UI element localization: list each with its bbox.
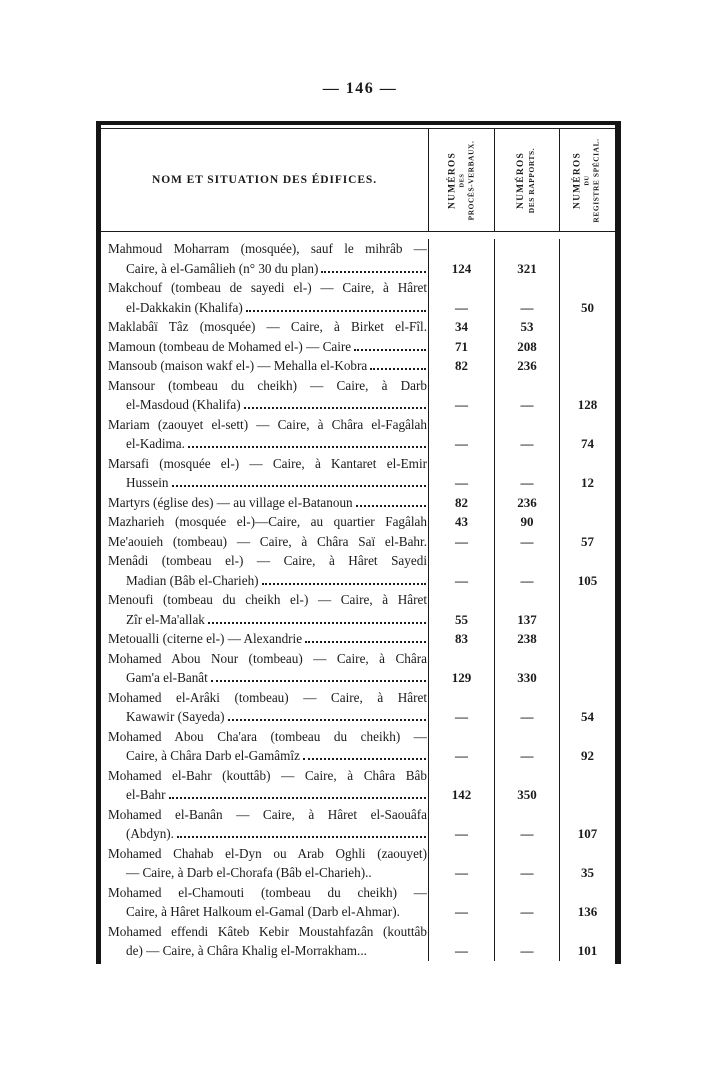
registre-special-number: 105 [559, 551, 615, 590]
proces-verbaux-number: 34 [428, 317, 494, 337]
registre-special-number: 92 [559, 727, 615, 766]
name-line-text: el-Masdoud (Khalifa) [126, 397, 241, 412]
proces-verbaux-number: — [428, 532, 494, 552]
proces-verbaux-number: — [428, 376, 494, 415]
edifice-name [101, 629, 428, 649]
name-line [108, 473, 427, 493]
rapports-number: — [494, 454, 559, 493]
proces-verbaux-number: 82 [428, 493, 494, 513]
rapports-number: 321 [494, 239, 559, 278]
name-line-text: el-Bahr [126, 787, 166, 802]
name-line-text: el-Kadima. [126, 436, 185, 451]
name-line [108, 610, 427, 630]
name-line-text: Mansoub (maison wakf el-) — Mehalla el-Kobra [108, 358, 368, 373]
registre-special-number: 50 [559, 278, 615, 317]
registre-special-number [559, 337, 615, 357]
rapports-number: 330 [494, 649, 559, 688]
rapports-number: — [494, 805, 559, 844]
name-line: — Caire, à Darb el-Chorafa (Bâb el-Charieh).. [126, 865, 372, 880]
table-body [101, 232, 615, 961]
registre-special-number: 128 [559, 376, 615, 415]
name-line-text: Gam'a el-Banât [126, 670, 208, 685]
rotated-header-text: NUMÉROS DU REGISTRE SPÉCIAL. [573, 137, 602, 223]
rapports-number: 208 [494, 337, 559, 357]
name-line-text: Caire, à el-Gamâlieh (n° 30 du plan) [126, 260, 319, 276]
proces-verbaux-number: — [428, 415, 494, 454]
edifice-name [101, 590, 428, 629]
proces-verbaux-number: 82 [428, 356, 494, 376]
table-row [101, 649, 615, 688]
edifice-name [101, 415, 428, 454]
registre-special-number [559, 649, 615, 688]
proces-verbaux-number: 83 [428, 629, 494, 649]
name-line: Me'aouieh (tombeau) — Caire, à Châra Saï el-Bahr. [108, 533, 427, 549]
dot-leader [172, 485, 427, 487]
dot-leader [246, 310, 426, 312]
name-line [108, 746, 427, 766]
name-line: de) — Caire, à Châra Khalig el-Morrakham... [126, 943, 367, 958]
edifice-name [101, 239, 428, 278]
name-line-text: el-Dakkakin (Khalifa) [126, 299, 243, 315]
page-number: — 146 — [322, 80, 398, 97]
registre-special-number [559, 629, 615, 649]
edifice-name [101, 883, 428, 922]
name-line-text: Kawawir (Sayeda) [126, 709, 225, 724]
edifice-name [101, 376, 428, 415]
proces-verbaux-number: — [428, 727, 494, 766]
column-header-name: NOM ET SITUATION DES ÉDIFICES. [101, 129, 428, 232]
rapports-number: 137 [494, 590, 559, 629]
rapports-number: 350 [494, 766, 559, 805]
name-line-text: Zîr el-Ma'allak [126, 611, 205, 627]
edifice-name [101, 727, 428, 766]
registre-special-number [559, 317, 615, 337]
name-line-text: Madian (Bâb el-Charieh) [126, 572, 259, 588]
rapports-number: 236 [494, 493, 559, 513]
name-line [108, 395, 427, 415]
registre-special-number [559, 356, 615, 376]
proces-verbaux-number: 142 [428, 766, 494, 805]
column-header-registre-special [559, 129, 615, 232]
name-line: Mazharieh (mosquée el-)—Caire, au quartier Fagâlah [108, 514, 427, 529]
edifice-name [101, 551, 428, 590]
table-row [101, 356, 615, 376]
edifices-table [96, 121, 621, 964]
proces-verbaux-number: — [428, 883, 494, 922]
name-line [108, 493, 427, 513]
dot-leader [305, 641, 426, 643]
edifice-name [101, 805, 428, 844]
rapports-number: — [494, 883, 559, 922]
table-row [101, 590, 615, 629]
dot-leader [356, 505, 426, 507]
dot-leader [303, 758, 426, 760]
name-line: Mahmoud Moharram (mosquée), sauf le mihrâb — [108, 241, 427, 256]
edifice-name [101, 844, 428, 883]
rapports-number: — [494, 688, 559, 727]
rapports-number: — [494, 532, 559, 552]
name-line [108, 824, 427, 844]
registre-special-number [559, 590, 615, 629]
edifice-name [101, 922, 428, 961]
table-row [101, 688, 615, 727]
registre-special-number [559, 493, 615, 513]
name-line: Mansour (tombeau du cheikh) — Caire, à Darb [108, 377, 427, 393]
name-line [108, 298, 427, 318]
name-line: Mariam (zaouyet el-sett) — Caire, à Châra el-Fagâlah [108, 416, 427, 432]
table-row [101, 922, 615, 961]
rapports-number: 238 [494, 629, 559, 649]
registre-special-number: 35 [559, 844, 615, 883]
registre-special-number [559, 766, 615, 805]
edifice-name [101, 532, 428, 552]
rapports-number: 90 [494, 512, 559, 532]
registre-special-number: 101 [559, 922, 615, 961]
dot-leader [244, 407, 426, 409]
rapports-number: — [494, 376, 559, 415]
rapports-number: 236 [494, 356, 559, 376]
proces-verbaux-number: 129 [428, 649, 494, 688]
name-line: Mohamed el-Arâki (tombeau) — Caire, à Hâret [108, 689, 427, 705]
name-line-text: Mamoun (tombeau de Mohamed el-) — Caire [108, 338, 352, 354]
table-row [101, 629, 615, 649]
name-line [108, 785, 427, 805]
table-row [101, 415, 615, 454]
edifice-name [101, 688, 428, 727]
edifice-name [101, 454, 428, 493]
name-line: Mohamed Abou Nour (tombeau) — Caire, à Châra [108, 650, 427, 666]
proces-verbaux-number: 43 [428, 512, 494, 532]
name-line-text: Hussein [126, 475, 169, 490]
name-line: Mohamed Abou Cha'ara (tombeau du cheikh) — [108, 728, 427, 744]
name-line: Maklabâï Tâz (mosquée) — Caire, à Birket el-Fîl. [108, 319, 427, 334]
proces-verbaux-number: — [428, 844, 494, 883]
column-header-proces-verbaux [428, 129, 494, 232]
table-row [101, 844, 615, 883]
proces-verbaux-number: — [428, 278, 494, 317]
dot-leader [169, 797, 426, 799]
dot-leader [321, 271, 426, 273]
name-line [108, 571, 427, 591]
registre-special-number: 107 [559, 805, 615, 844]
table-row [101, 454, 615, 493]
rapports-number: — [494, 415, 559, 454]
name-line: Caire, à Hâret Halkoum el-Gamal (Darb el-Ahmar). [126, 904, 400, 919]
table-row [101, 337, 615, 357]
edifice-name [101, 337, 428, 357]
name-line: Mohamed el-Banân — Caire, à Hâret el-Saouâfa [108, 806, 427, 822]
table-header-row [101, 129, 615, 232]
proces-verbaux-number: — [428, 688, 494, 727]
name-line-text: Metoualli (citerne el-) — Alexandrie [108, 631, 303, 646]
dot-leader [188, 446, 426, 448]
name-line [108, 629, 427, 649]
dot-leader [354, 349, 426, 351]
name-line [108, 434, 427, 454]
edifice-name [101, 512, 428, 532]
edifice-name [101, 493, 428, 513]
rapports-number: — [494, 278, 559, 317]
name-line: Mohamed Chahab el-Dyn ou Arab Oghli (zaouyet) [108, 845, 427, 861]
registre-special-number [559, 239, 615, 278]
name-line: Mohamed el-Chamouti (tombeau du cheikh) — [108, 884, 427, 900]
table-row [101, 493, 615, 513]
proces-verbaux-number: — [428, 922, 494, 961]
proces-verbaux-number: — [428, 551, 494, 590]
table-row [101, 278, 615, 317]
dot-leader [208, 622, 426, 624]
table-row [101, 883, 615, 922]
rotated-header-text: NUMÉROS DES PROCÈS-VERBAUX. [447, 140, 475, 220]
table-row [101, 766, 615, 805]
registre-special-number: 54 [559, 688, 615, 727]
name-line: Marsafi (mosquée el-) — Caire, à Kantaret el-Emir [108, 455, 427, 471]
proces-verbaux-number: 71 [428, 337, 494, 357]
name-line-text: Martyrs (église des) — au village el-Batanoun [108, 494, 353, 510]
table-row [101, 532, 615, 552]
dot-leader [370, 368, 426, 370]
name-line: Mohamed el-Bahr (kouttâb) — Caire, à Châra Bâb [108, 767, 427, 783]
proces-verbaux-number: 124 [428, 239, 494, 278]
rapports-number: — [494, 922, 559, 961]
rapports-number: 53 [494, 317, 559, 337]
registre-special-number: 57 [559, 532, 615, 552]
table-row [101, 727, 615, 766]
table-row [101, 551, 615, 590]
proces-verbaux-number: — [428, 454, 494, 493]
name-line [108, 707, 427, 727]
edifice-name [101, 766, 428, 805]
table-row [101, 376, 615, 415]
table-row [101, 317, 615, 337]
name-line [108, 668, 427, 688]
edifice-name [101, 278, 428, 317]
name-line-text: (Abdyn). [126, 826, 174, 841]
name-line: Menâdi (tombeau el-) — Caire, à Hâret Sayedi [108, 553, 427, 568]
registre-special-number: 74 [559, 415, 615, 454]
table-row [101, 512, 615, 532]
name-line [108, 259, 427, 279]
dot-leader [177, 836, 426, 838]
dot-leader [228, 719, 427, 721]
name-line-text: Caire, à Châra Darb el-Gamâmîz [126, 748, 300, 763]
registre-special-number [559, 512, 615, 532]
edifice-name [101, 356, 428, 376]
name-line [108, 337, 427, 357]
rapports-number: — [494, 727, 559, 766]
registre-special-number: 136 [559, 883, 615, 922]
proces-verbaux-number: — [428, 805, 494, 844]
name-line [108, 356, 427, 376]
rotated-header-text: NUMÉROS DES RAPPORTS. [516, 147, 537, 213]
dot-leader [262, 583, 426, 585]
name-line: Mohamed effendi Kâteb Kebir Moustahfazân (kouttâb [108, 923, 427, 939]
column-header-rapports [494, 129, 559, 232]
edifice-name [101, 317, 428, 337]
name-line: Makchouf (tombeau de sayedi el-) — Caire, à Hâret [108, 280, 427, 295]
registre-special-number: 12 [559, 454, 615, 493]
table-row [101, 239, 615, 278]
proces-verbaux-number: 55 [428, 590, 494, 629]
name-line: Menoufi (tombeau du cheikh el-) — Caire, à Hâret [108, 592, 427, 607]
rapports-number: — [494, 551, 559, 590]
dot-leader [211, 680, 426, 682]
table-row [101, 805, 615, 844]
rapports-number: — [494, 844, 559, 883]
edifice-name [101, 649, 428, 688]
